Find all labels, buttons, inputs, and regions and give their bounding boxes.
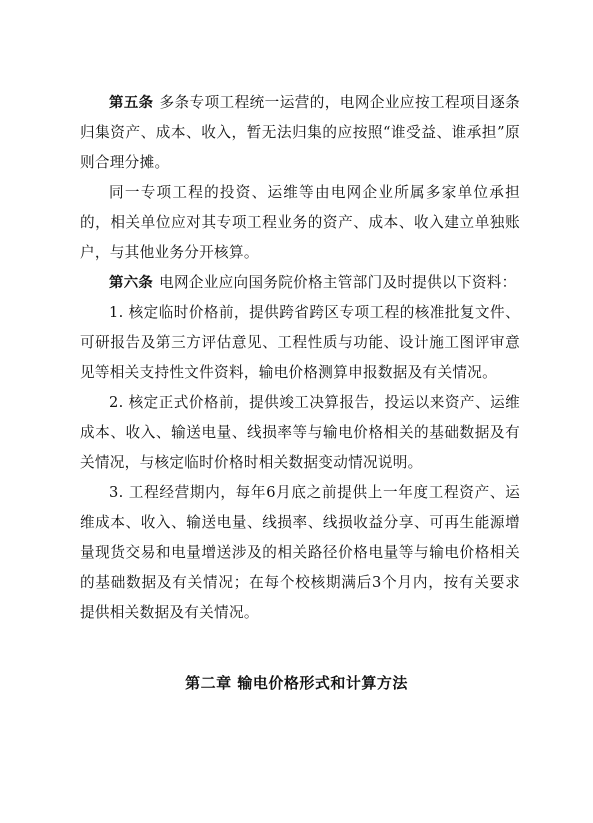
article-5-paragraph xyxy=(80,88,520,178)
chapter-title: 第二章 输电价格形式和计算方法 xyxy=(185,674,408,692)
article-5-heading: 第五条 xyxy=(109,95,154,111)
article-5-paragraph-2: 同一专项工程的投资、运维等由电网企业所属多家单位承担的，相关单位应对其专项工程业务的资产、成本、收入建立单独账户，与其他业务分开核算。 xyxy=(80,184,520,261)
document-body xyxy=(80,88,520,628)
article-6-heading: 第六条 xyxy=(109,275,154,291)
article-6-paragraph xyxy=(80,268,520,298)
article-6-item-2: 2. 核定正式价格前，提供竣工决算报告，投运以来资产、运维成本、收入、输送电量、线损率等与输电价格相关的基础数据及有关情况，与核定临时价格时相关数据变动情况说明。 xyxy=(80,394,520,471)
article-6-text: 电网企业应向国务院价格主管部门及时提供以下资料： xyxy=(159,274,517,291)
article-6-item-3: 3. 工程经营期内，每年6月底之前提供上一年度工程资产、运维成本、收入、输送电量、线损率、线损收益分享、可再生能源增量现货交易和电量增送涉及的相关路径价格电量等与输电价格相关的基础数据及有关情况；在每个校核期满后3个月内，按有关要求提供相关数据及有关情况。 xyxy=(80,484,520,621)
article-6-item-1: 1. 核定临时价格前，提供跨省跨区专项工程的核准批复文件、可研报告及第三方评估意见、工程性质与功能、设计施工图评审意见等相关支持性文件资料，输电价格测算申报数据及有关情况。 xyxy=(80,304,520,381)
article-5-text: 多条专项工程统一运营的，电网企业应按工程项目逐条归集资产、成本、收入，暂无法归集的应按照“谁受益、谁承担”原则合理分摊。 xyxy=(80,94,521,171)
